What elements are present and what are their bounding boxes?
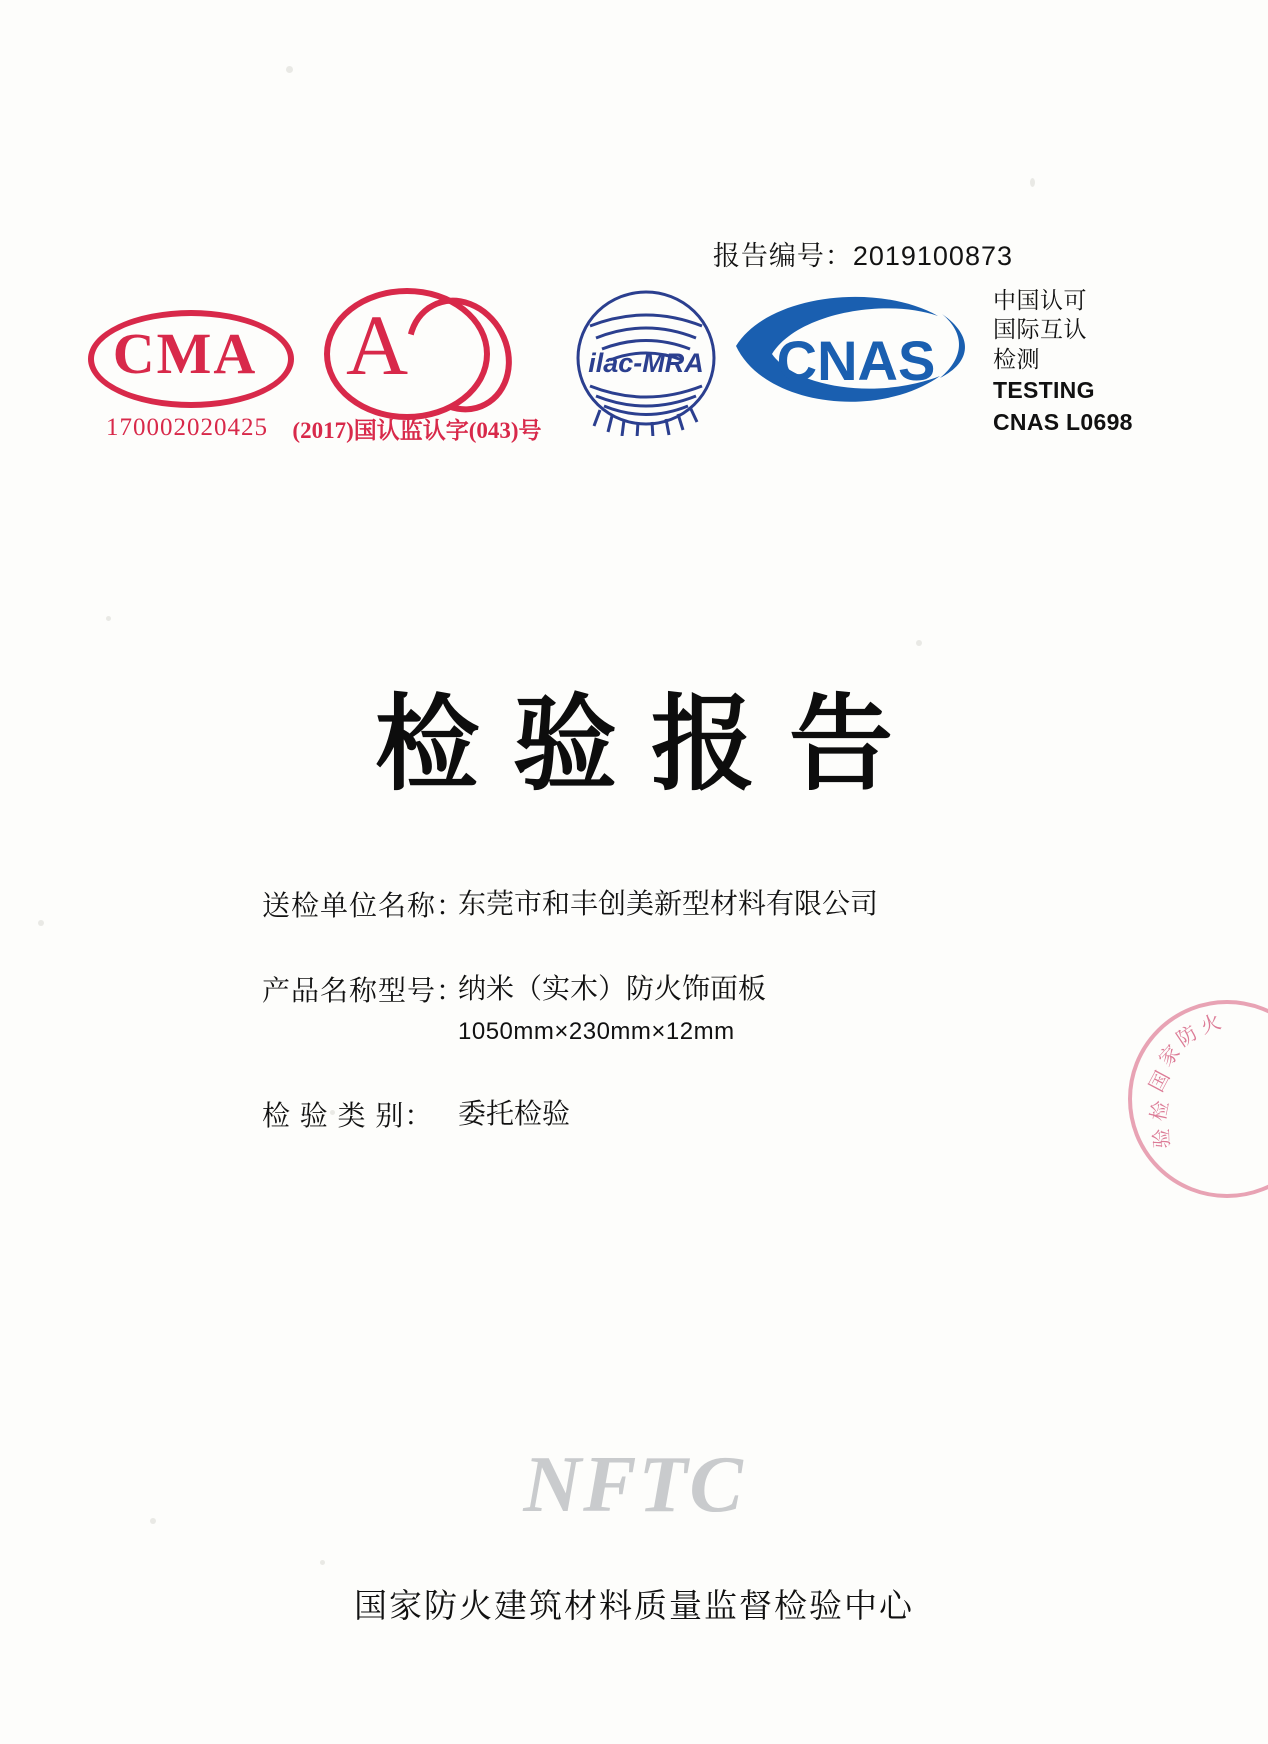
cnas-logo-icon	[728, 288, 978, 428]
report-number-value: 2019100873	[852, 241, 1013, 271]
report-number-label: 报告编号：	[712, 241, 853, 271]
accreditation-logo-row	[88, 287, 1133, 468]
cnas-text-line-1: 中国认可	[993, 287, 1087, 313]
cma-code: 170002020425	[106, 414, 268, 441]
svg-text:ilac-MRA: ilac-MRA	[588, 348, 704, 378]
product-dimensions: 1050mm×230mm×12mm	[458, 1018, 735, 1046]
nftc-watermark-logo: NFTC	[523, 1441, 745, 1529]
inspection-type-label: 检 验 类 别：	[262, 1099, 434, 1131]
report-fields	[262, 884, 1062, 1179]
paper-speck	[106, 616, 111, 621]
product-value	[458, 969, 766, 1050]
inspection-type-value: 委托检验	[458, 1097, 571, 1129]
paper-speck	[38, 920, 44, 926]
paper-speck	[1030, 178, 1035, 187]
cnas-text-testing: TESTING	[993, 377, 1095, 404]
field-row-inspection-type	[262, 1094, 1062, 1135]
ilac-mra-logo-icon	[566, 286, 726, 436]
report-number	[713, 234, 1013, 273]
issuing-organization: 国家防火建筑材料质量监督检验中心	[354, 1587, 914, 1624]
page-title: 检验报告	[374, 683, 927, 805]
paper-speck	[286, 66, 293, 73]
cma-logo-icon	[88, 310, 288, 441]
field-row-applicant	[262, 884, 1062, 925]
cnas-text-line-2: 国际互认	[993, 316, 1087, 343]
applicant-value: 东莞市和丰创美新型材料有限公司	[458, 888, 879, 919]
cal-letter-a: A	[346, 297, 409, 393]
product-label: 产品名称型号：	[262, 974, 466, 1006]
official-seal-text: 国 家 防 火 检 验	[1145, 1011, 1225, 1149]
paper-speck	[320, 1560, 325, 1565]
cnas-registration-code: CNAS L0698	[993, 408, 1133, 435]
cal-code: (2017)国认监认字(043)号	[292, 418, 542, 443]
svg-text:CNAS: CNAS	[776, 329, 936, 392]
paper-speck	[916, 640, 922, 646]
cal-logo-icon	[292, 288, 542, 443]
cnas-text-line-3: 检测	[993, 345, 1040, 372]
applicant-label: 送检单位名称：	[262, 890, 466, 921]
cma-mark-text: CMA	[112, 320, 258, 386]
field-row-product	[262, 969, 1062, 1050]
cnas-accreditation-text	[993, 286, 1183, 437]
product-name: 纳米（实木）防火饰面板	[458, 972, 767, 1004]
